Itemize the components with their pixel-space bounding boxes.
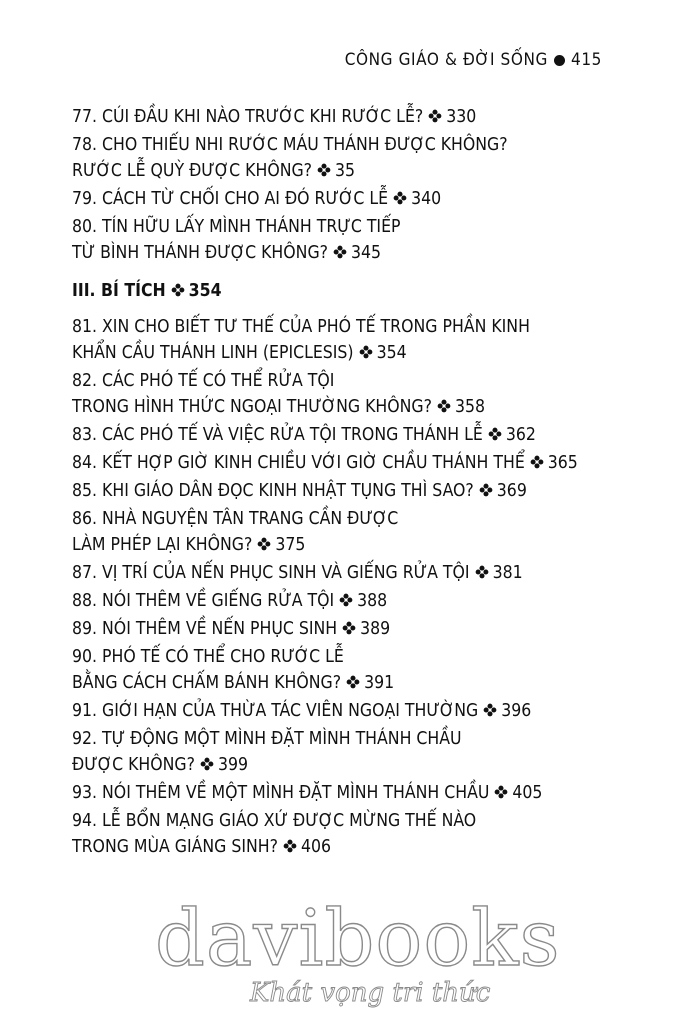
quatrefoil-ornament-icon — [437, 399, 451, 413]
toc-entry-page: 396 — [501, 701, 532, 721]
toc-entry-line — [72, 834, 632, 860]
toc-entry — [72, 560, 632, 586]
quatrefoil-ornament-icon — [283, 839, 297, 853]
toc-entry-line — [72, 478, 632, 504]
quatrefoil-ornament-icon — [171, 283, 185, 297]
quatrefoil-ornament-icon — [428, 109, 442, 123]
toc-entry-line — [72, 588, 632, 614]
toc-entry-line — [72, 240, 632, 266]
toc-entry-text: LÀM PHÉP LẠI KHÔNG? — [72, 535, 253, 555]
running-head — [345, 50, 602, 70]
toc-entry-text: 79. CÁCH TỪ CHỐI CHO AI ĐÓ RƯỚC LỄ — [72, 189, 389, 209]
quatrefoil-ornament-icon — [346, 675, 360, 689]
toc-entry-page: 358 — [454, 397, 486, 417]
toc-entry-page: 369 — [496, 481, 527, 501]
toc-entry-page: 345 — [351, 243, 382, 263]
toc-entry — [72, 368, 632, 420]
toc-entry-page: 375 — [275, 535, 306, 555]
quatrefoil-ornament-icon — [475, 565, 489, 579]
toc-entry — [72, 726, 632, 778]
page-number: 415 — [571, 50, 602, 70]
toc-entry-text: BẰNG CÁCH CHẤM BÁNH KHÔNG? — [72, 673, 342, 693]
toc-entry-line — [72, 808, 632, 834]
table-of-contents — [72, 104, 632, 862]
toc-entry — [72, 132, 632, 184]
toc-entry-page: 406 — [301, 837, 332, 857]
quatrefoil-ornament-icon — [257, 537, 271, 551]
quatrefoil-ornament-icon — [317, 163, 331, 177]
toc-entry-text: TỪ BÌNH THÁNH ĐƯỢC KHÔNG? — [72, 243, 328, 263]
quatrefoil-ornament-icon — [479, 483, 493, 497]
toc-entry-text: 80. TÍN HỮU LẤY MÌNH THÁNH TRỰC TIẾP — [72, 217, 401, 237]
toc-entry-line — [72, 532, 632, 558]
quatrefoil-ornament-icon — [339, 593, 353, 607]
section-heading — [72, 278, 632, 304]
toc-entry-text: 84. KẾT HỢP GIỜ KINH CHIỀU VỚI GIỜ CHẦU THÁNH THỂ — [72, 453, 525, 473]
toc-entry-text: TRONG HÌNH THỨC NGOẠI THƯỜNG KHÔNG? — [72, 397, 432, 417]
toc-entry-page: 362 — [505, 425, 536, 445]
toc-entry — [72, 214, 632, 266]
toc-entry-text: 78. CHO THIẾU NHI RƯỚC MÁU THÁNH ĐƯỢC KHÔNG? — [72, 135, 508, 155]
toc-entry-line — [72, 158, 632, 184]
quatrefoil-ornament-icon — [530, 455, 544, 469]
toc-entry-line — [72, 752, 632, 778]
quatrefoil-ornament-icon — [333, 245, 347, 259]
toc-entry — [72, 698, 632, 724]
watermark-logo — [155, 894, 561, 1008]
toc-entry-text: 89. NÓI THÊM VỀ NẾN PHỤC SINH — [72, 619, 338, 639]
quatrefoil-ornament-icon — [342, 621, 356, 635]
toc-entry-page: 365 — [547, 453, 578, 473]
toc-entry-line — [72, 104, 632, 130]
toc-entry-text: TRONG MÙA GIÁNG SINH? — [72, 837, 278, 857]
toc-entry-text: 87. VỊ TRÍ CỦA NẾN PHỤC SINH VÀ GIẾNG RỬA TỘI — [72, 563, 470, 583]
toc-entry-text: 82. CÁC PHÓ TẾ CÓ THỂ RỬA TỘI — [72, 371, 335, 391]
toc-entry-text: 91. GIỚI HẠN CỦA THỪA TÁC VIÊN NGOẠI THƯỜNG — [72, 701, 479, 721]
toc-entry-text: 88. NÓI THÊM VỀ GIẾNG RỬA TỘI — [72, 591, 335, 611]
toc-entry-page: 35 — [335, 161, 356, 181]
toc-entry — [72, 780, 632, 806]
toc-entry-page: 405 — [512, 783, 543, 803]
toc-entry — [72, 616, 632, 642]
toc-entry-line — [72, 368, 632, 394]
toc-entry — [72, 422, 632, 448]
toc-entry-line — [72, 340, 632, 366]
toc-entry — [72, 314, 632, 366]
toc-entry-page: 389 — [360, 619, 391, 639]
toc-entry-text: 86. NHÀ NGUYỆN TÂN TRANG CẦN ĐƯỢC — [72, 509, 399, 529]
toc-entry-text: ĐƯỢC KHÔNG? — [72, 755, 195, 775]
toc-entry-line — [72, 644, 632, 670]
section-page: 354 — [188, 281, 222, 301]
quatrefoil-ornament-icon — [393, 191, 407, 205]
toc-entries-group-before — [72, 104, 632, 266]
toc-entry-line — [72, 698, 632, 724]
quatrefoil-ornament-icon — [483, 703, 497, 717]
toc-entry-text: 81. XIN CHO BIẾT TƯ THẾ CỦA PHÓ TẾ TRONG PHẦN KINH — [72, 317, 530, 337]
running-head-title: CÔNG GIÁO & ĐỜI SỐNG — [344, 50, 548, 70]
toc-entry-line — [72, 670, 632, 696]
watermark-tagline: Khát vọng tri thức — [250, 978, 491, 1008]
toc-entry-text: 90. PHÓ TẾ CÓ THỂ CHO RƯỚC LỄ — [72, 647, 344, 667]
toc-entry-text: 85. KHI GIÁO DÂN ĐỌC KINH NHẬT TỤNG THÌ SAO? — [72, 481, 474, 501]
toc-entry — [72, 478, 632, 504]
toc-entry-line — [72, 132, 632, 158]
toc-entry-text: 93. NÓI THÊM VỀ MỘT MÌNH ĐẶT MÌNH THÁNH CHẦU — [72, 783, 490, 803]
toc-entry-line — [72, 214, 632, 240]
toc-entry-text: KHẨN CẦU THÁNH LINH (EPICLESIS) — [72, 343, 354, 363]
toc-entry-page: 388 — [357, 591, 388, 611]
toc-entry-page: 391 — [364, 673, 395, 693]
toc-entry — [72, 506, 632, 558]
toc-entry-line — [72, 314, 632, 340]
toc-entry-page: 399 — [217, 755, 249, 775]
toc-entry — [72, 808, 632, 860]
toc-entry-text: RƯỚC LỄ QUỲ ĐƯỢC KHÔNG? — [72, 161, 313, 181]
toc-entry-text: 83. CÁC PHÓ TẾ VÀ VIỆC RỬA TỘI TRONG THÁNH LỄ — [72, 425, 483, 445]
toc-entry — [72, 450, 632, 476]
toc-entry — [72, 186, 632, 212]
toc-entry-line — [72, 186, 632, 212]
quatrefoil-ornament-icon — [200, 757, 214, 771]
toc-entry-line — [72, 780, 632, 806]
toc-entries-group-after — [72, 314, 632, 860]
toc-entry-line — [72, 726, 632, 752]
toc-entry-line — [72, 506, 632, 532]
quatrefoil-ornament-icon — [359, 345, 373, 359]
quatrefoil-ornament-icon — [488, 427, 502, 441]
quatrefoil-ornament-icon — [494, 785, 508, 799]
toc-entry-line — [72, 616, 632, 642]
toc-entry-line — [72, 394, 632, 420]
toc-entry-text: 92. TỰ ĐỘNG MỘT MÌNH ĐẶT MÌNH THÁNH CHẦU — [72, 729, 462, 749]
toc-entry-page: 354 — [376, 343, 407, 363]
toc-entry-line — [72, 560, 632, 586]
toc-entry-text: 94. LỄ BỔN MẠNG GIÁO XỨ ĐƯỢC MỪNG THẾ NÀO — [72, 811, 477, 831]
section-title: III. BÍ TÍCH — [72, 281, 166, 301]
toc-entry-page: 330 — [446, 107, 477, 127]
toc-entry-page: 340 — [411, 189, 442, 209]
watermark-brand: davibooks — [155, 894, 561, 984]
filled-circle-icon — [554, 55, 565, 66]
toc-entry-line — [72, 422, 632, 448]
toc-entry-line — [72, 450, 632, 476]
toc-entry — [72, 104, 632, 130]
toc-entry — [72, 644, 632, 696]
toc-entry-text: 77. CÚI ĐẦU KHI NÀO TRƯỚC KHI RƯỚC LỄ? — [72, 107, 424, 127]
toc-entry — [72, 588, 632, 614]
toc-entry-page: 381 — [492, 563, 523, 583]
